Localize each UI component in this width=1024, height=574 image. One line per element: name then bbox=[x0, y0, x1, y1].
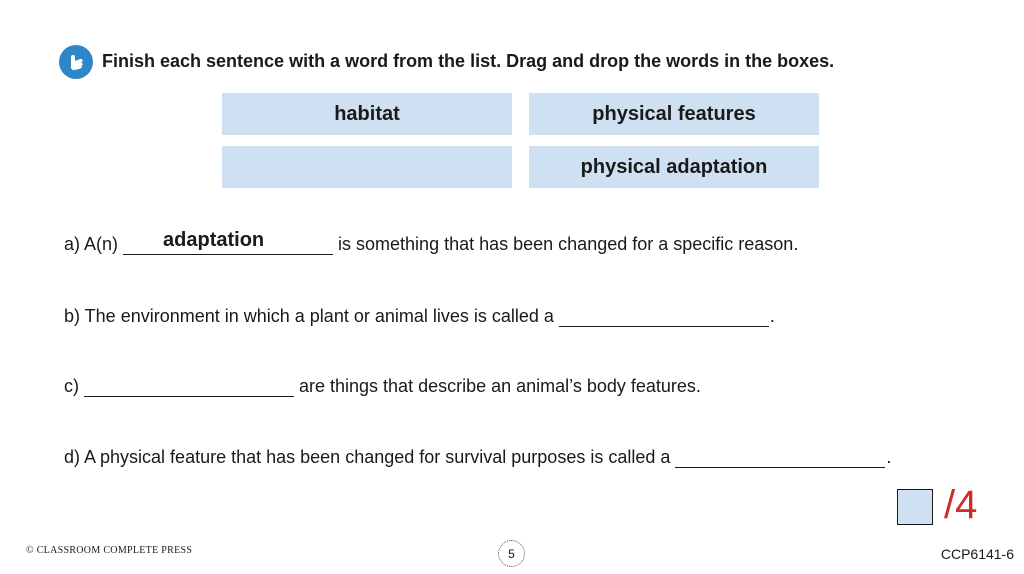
answer-a-filled[interactable]: adaptation bbox=[163, 229, 265, 251]
product-code: CCP6141-6 bbox=[940, 546, 1014, 562]
sentence-a bbox=[64, 229, 799, 255]
answer-drop-zone-c[interactable] bbox=[84, 374, 294, 397]
sentence-b-prefix: b) The environment in which a plant or animal lives is called a bbox=[64, 306, 554, 326]
publisher-logo: © CLASSROOM COMPLETE PRESS bbox=[26, 545, 193, 556]
word-option-physical-features[interactable]: physical features bbox=[529, 93, 819, 135]
word-option-physical-adaptation[interactable]: physical adaptation bbox=[529, 146, 819, 188]
sentence-d-prefix: d) A physical feature that has been changed for survival purposes is called a bbox=[64, 447, 671, 467]
sentence-a-prefix: a) A(n) bbox=[64, 234, 119, 254]
score-total: /4 bbox=[944, 483, 978, 527]
score-input-box[interactable] bbox=[897, 489, 933, 525]
sentence-b bbox=[64, 304, 775, 327]
hand-pointer-icon bbox=[59, 45, 93, 79]
answer-drop-zone-a[interactable] bbox=[123, 229, 333, 255]
sentence-b-suffix: . bbox=[769, 306, 775, 326]
sentence-c-suffix: are things that describe an animal’s body features. bbox=[299, 376, 701, 396]
answer-drop-zone-d[interactable] bbox=[675, 445, 885, 468]
sentence-d-suffix: . bbox=[886, 447, 892, 467]
word-option-habitat[interactable]: habitat bbox=[222, 93, 512, 135]
word-option-empty-slot[interactable] bbox=[222, 146, 512, 188]
sentence-a-suffix: is something that has been changed for a specific reason. bbox=[338, 234, 799, 254]
sentence-c-prefix: c) bbox=[64, 376, 79, 396]
sentence-c bbox=[64, 374, 701, 397]
page-number: 5 bbox=[498, 540, 525, 567]
answer-drop-zone-b[interactable] bbox=[559, 304, 769, 327]
instruction-text: Finish each sentence with a word from the list. Drag and drop the words in the boxes. bbox=[102, 51, 835, 71]
sentence-d bbox=[64, 445, 891, 468]
